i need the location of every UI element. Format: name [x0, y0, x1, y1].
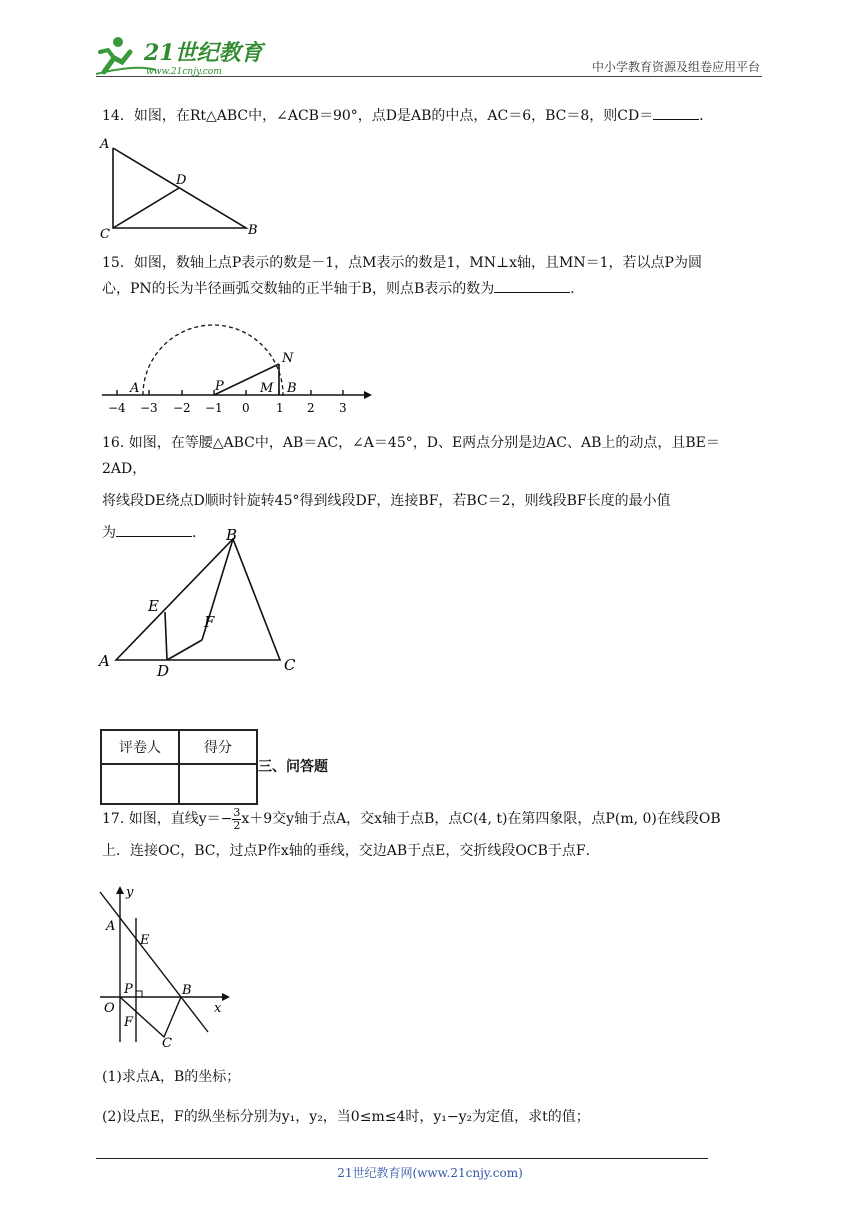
- q15-tick-neg4: −4: [108, 401, 126, 415]
- q16-period: ．: [192, 525, 206, 541]
- q14-label-b: B: [248, 223, 258, 238]
- q17-label-a: A: [106, 919, 116, 934]
- q17-line1-b: x＋9交y轴于点A，交x轴于点B，点C(4, t)在第四象限，点P(m, 0)在线段OB: [241, 811, 721, 827]
- q15-tick-0: 0: [242, 401, 250, 415]
- logo-url: www.21cnjy.com: [146, 67, 222, 76]
- q17-label-o: O: [104, 1001, 115, 1016]
- q14-figure: [96, 134, 266, 242]
- q15-tick-neg3: −3: [140, 401, 158, 415]
- score-table-grader-header: 评卷人: [101, 730, 179, 764]
- question-14: [102, 103, 762, 129]
- q15-number-line-figure: [96, 318, 376, 418]
- q15-answer-blank[interactable]: [494, 276, 570, 293]
- q15-label-p: P: [215, 379, 224, 394]
- q15-line2: 心，PN的长为半径画弧交数轴的正半轴于B，则点B表示的数为: [102, 281, 495, 297]
- platform-name: 中小学教育资源及组卷应用平台: [591, 60, 760, 74]
- question-15: [102, 250, 762, 302]
- q15-tick-1: 1: [276, 401, 284, 415]
- logo-text: 21世纪教育: [144, 40, 263, 66]
- score-table: [100, 729, 258, 805]
- q16-triangle-figure: [96, 524, 316, 684]
- q15-label-a: A: [130, 381, 140, 396]
- q15-label-b: B: [287, 381, 297, 396]
- score-table-grader-cell[interactable]: [101, 764, 179, 804]
- q17-label-c: C: [162, 1036, 172, 1051]
- q17-label-f: F: [124, 1015, 134, 1030]
- q15-tick-neg1: −1: [205, 401, 223, 415]
- q14-label-a: A: [100, 137, 110, 152]
- q17-fraction: $\frac{3}{2}$: [233, 805, 241, 832]
- question-17: [102, 806, 762, 864]
- q16-line1: 16. 如图，在等腰△ABC中，AB＝AC，∠A＝45°，D、E两点分别是边AC、AB上的动点，且BE＝2AD，: [102, 435, 720, 477]
- q15-period: ．: [570, 281, 585, 297]
- q16-label-b: B: [226, 526, 238, 544]
- q15-label-m: M: [260, 381, 274, 396]
- q15-label-n: N: [282, 351, 294, 366]
- q16-label-a: A: [99, 652, 110, 670]
- q14-text: 14．如图，在Rt△ABC中，∠ACB＝90°，点D是AB的中点，AC＝6，BC＝8，则CD＝: [102, 108, 654, 124]
- q17-coordinate-figure: [96, 882, 246, 1052]
- q15-tick-3: 3: [339, 401, 347, 415]
- runner-logo-icon: [96, 34, 266, 76]
- q17-label-e: E: [140, 933, 150, 948]
- q14-label-c: C: [100, 227, 110, 242]
- q14-label-d: D: [176, 173, 187, 188]
- q15-line1: 15．如图，数轴上点P表示的数是－1，点M表示的数是1，MN⊥x轴，且MN＝1，若以点P为圆: [102, 255, 702, 271]
- q16-label-c: C: [284, 656, 296, 674]
- q14-answer-blank[interactable]: [653, 103, 699, 120]
- footer-link[interactable]: 21世纪教育网(www.21cnjy.com): [337, 1166, 523, 1180]
- score-table-score-header: 得分: [179, 730, 257, 764]
- footer-divider: [96, 1158, 708, 1159]
- site-logo: [96, 34, 266, 76]
- q17-sub1: (1)求点A，B的坐标；: [102, 1069, 241, 1085]
- q17-line1-a: 17. 如图，直线y＝−: [102, 811, 233, 827]
- section-title: 三、问答题: [258, 759, 328, 775]
- q14-period: ．: [699, 108, 714, 124]
- q15-tick-neg2: −2: [173, 401, 191, 415]
- q17-label-p: P: [124, 982, 133, 997]
- q16-line3: 为: [102, 525, 116, 541]
- header-divider: [96, 76, 762, 77]
- q17-line2: 上．连接OC，BC，过点P作x轴的垂线，交边AB于点E，交折线段OCB于点F．: [102, 843, 600, 859]
- q17-label-b: B: [182, 983, 192, 998]
- q17-label-y: y: [126, 885, 134, 900]
- q16-label-e: E: [148, 597, 159, 615]
- q17-label-x: x: [214, 1001, 222, 1016]
- q16-line2: 将线段DE绕点D顺时针旋转45°得到线段DF，连接BF，若BC＝2，则线段BF长度的最小值: [102, 493, 671, 509]
- q16-label-f: F: [204, 613, 215, 631]
- q16-label-d: D: [157, 662, 170, 680]
- q15-tick-2: 2: [307, 401, 315, 415]
- score-table-score-cell[interactable]: [179, 764, 257, 804]
- q17-sub2: (2)设点E，F的纵坐标分别为y₁，y₂，当0≤m≤4时，y₁−y₂为定值，求t的值；: [102, 1109, 590, 1125]
